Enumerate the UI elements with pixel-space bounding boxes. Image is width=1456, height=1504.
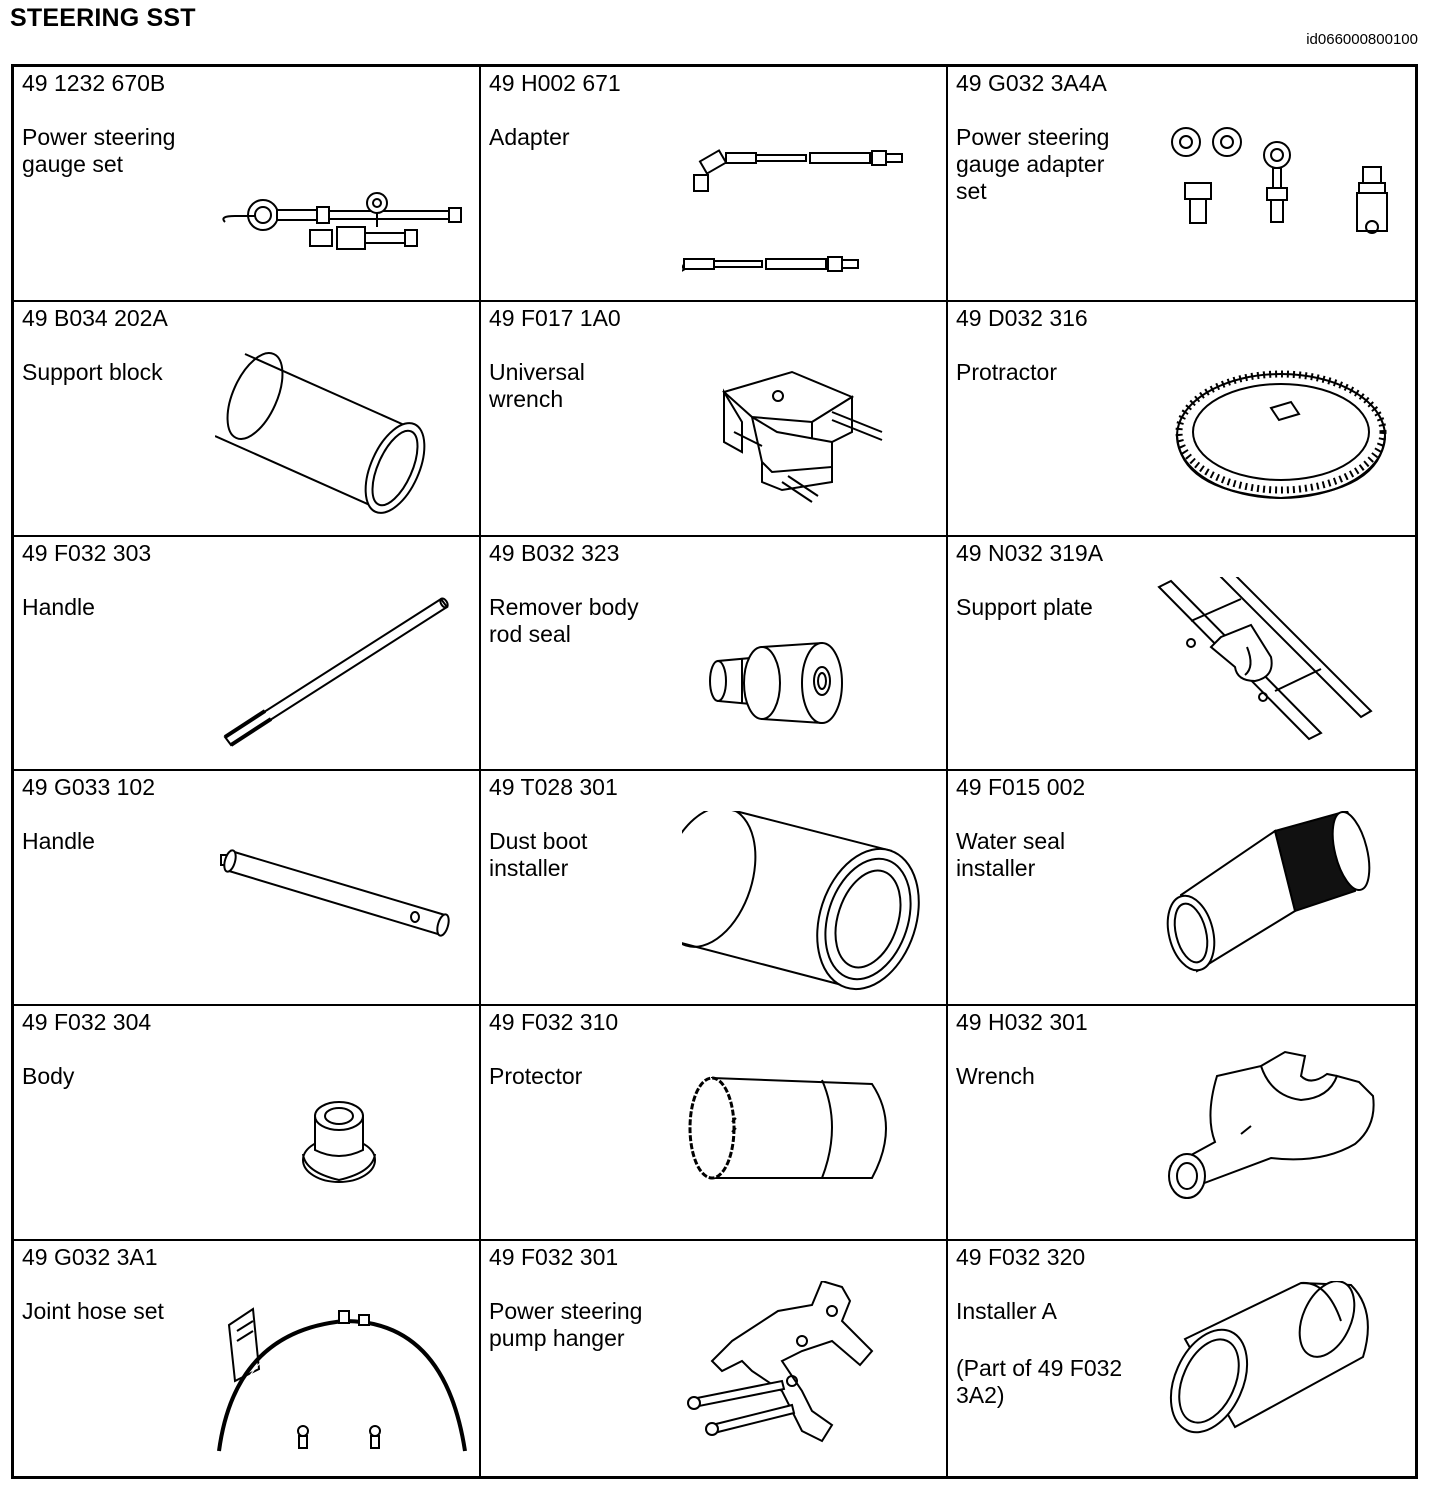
protractor-icon: [1151, 342, 1411, 532]
part-name: Joint hose set: [22, 1298, 164, 1325]
part-name: Protractor: [956, 358, 1057, 385]
part-number: 49 B034 202A: [22, 304, 168, 331]
universal-wrench-icon: [682, 342, 942, 532]
part-name: Universal wrench: [489, 358, 585, 412]
tool-cell: [948, 1241, 1415, 1476]
document-id: id066000800100: [1306, 31, 1418, 48]
support-plate-icon: [1151, 577, 1411, 767]
part-number: 49 G032 3A1: [22, 1244, 158, 1271]
part-number: 49 H032 301: [956, 1009, 1088, 1036]
part-number: 49 D032 316: [956, 304, 1088, 331]
part-number: 49 G033 102: [22, 774, 156, 801]
part-name: Power steering pump hanger: [489, 1298, 643, 1352]
part-name: Handle: [22, 828, 95, 855]
gauge-set-icon: [215, 107, 475, 297]
part-name: Installer A: [956, 1298, 1057, 1325]
tool-cell: [481, 1006, 948, 1241]
tool-cell: [14, 1006, 481, 1241]
wrench-icon: [1151, 1046, 1411, 1236]
part-number: 49 H002 671: [489, 70, 621, 96]
part-number: 49 F017 1A0: [489, 304, 621, 331]
tool-cell: [481, 1241, 948, 1476]
part-number: 49 G032 3A4A: [956, 70, 1107, 96]
part-name: Power steering gauge adapter set: [956, 124, 1110, 204]
page-title: STEERING SST: [10, 4, 196, 32]
part-name: Adapter: [489, 124, 570, 150]
adapter-hoses-icon: [682, 107, 942, 297]
water-seal-installer-icon: [1151, 811, 1411, 1001]
protector-icon: [682, 1046, 942, 1236]
part-note: (Part of 49 F032 3A2): [956, 1355, 1123, 1409]
tool-cell: [14, 1241, 481, 1476]
handle-rod-icon: [215, 577, 475, 767]
part-name: Power steering gauge set: [22, 124, 176, 177]
part-number: 49 N032 319A: [956, 539, 1104, 566]
part-number: 49 1232 670B: [22, 70, 166, 96]
tool-cell: [14, 771, 481, 1006]
support-block-icon: [215, 342, 475, 532]
part-name: Handle: [22, 593, 95, 620]
part-number: 49 F032 304: [22, 1009, 152, 1036]
installer-a-icon: [1151, 1281, 1411, 1471]
adapter-set-icon: [1151, 107, 1411, 297]
part-number: 49 F032 301: [489, 1244, 619, 1271]
tool-cell: [481, 537, 948, 772]
tool-cell: [481, 302, 948, 537]
body-icon: [215, 1046, 475, 1236]
tool-cell: [948, 1006, 1415, 1241]
tool-cell: [481, 771, 948, 1006]
tool-cell: [14, 537, 481, 772]
handle-bar-icon: [215, 811, 475, 1001]
tool-cell: [481, 67, 948, 302]
tool-cell: [14, 302, 481, 537]
part-name: Support plate: [956, 593, 1093, 620]
part-name: Body: [22, 1063, 75, 1090]
part-name: Protector: [489, 1063, 583, 1090]
part-number: 49 F032 303: [22, 539, 152, 566]
part-name: Water seal installer: [956, 828, 1066, 882]
tool-cell: [948, 302, 1415, 537]
part-name: Remover body rod seal: [489, 593, 639, 647]
tool-cell: [948, 771, 1415, 1006]
part-number: 49 B032 323: [489, 539, 620, 566]
remover-body-icon: [682, 577, 942, 767]
tool-cell: [948, 537, 1415, 772]
part-name: Wrench: [956, 1063, 1035, 1090]
part-number: 49 F015 002: [956, 774, 1086, 801]
part-number: 49 F032 320: [956, 1244, 1086, 1271]
pump-hanger-icon: [682, 1281, 942, 1471]
tool-cell: [14, 67, 481, 302]
tool-cell: [948, 67, 1415, 302]
part-number: 49 F032 310: [489, 1009, 619, 1036]
tool-table: [11, 64, 1418, 1479]
dust-boot-installer-icon: [682, 811, 942, 1001]
part-number: 49 T028 301: [489, 774, 618, 801]
part-name: Dust boot installer: [489, 828, 588, 882]
joint-hose-icon: [215, 1281, 475, 1471]
part-name: Support block: [22, 358, 163, 385]
